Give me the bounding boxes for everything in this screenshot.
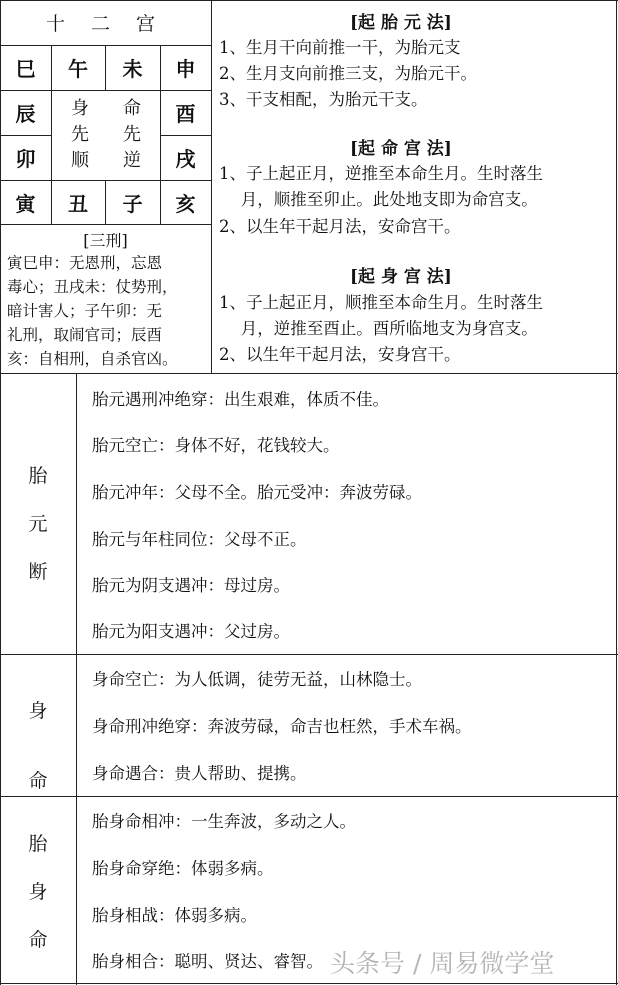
divider-section-2-3 xyxy=(0,796,618,797)
label-char: 胎 xyxy=(28,833,48,855)
center-char: 顺 xyxy=(71,150,89,171)
list-item: 胎身相战：体弱多病。 xyxy=(92,906,257,925)
palace-chen: 辰 xyxy=(15,102,36,126)
palace-mao: 卯 xyxy=(15,147,36,171)
center-life-column xyxy=(117,96,147,174)
sanxing-line: 暗计害人；子午卯：无 xyxy=(7,302,163,320)
list-item: 身命刑冲绝穿：奔波劳碌，命吉也枉然，手术车祸。 xyxy=(92,717,472,736)
center-char: 命 xyxy=(123,98,141,119)
palace-si: 巳 xyxy=(15,57,36,81)
divider-section-1-2 xyxy=(0,654,618,655)
label-char: 断 xyxy=(28,561,48,583)
section-label-shenming xyxy=(0,676,76,816)
sanxing-line: 毒心；丑戌未：仗势刑， xyxy=(7,278,178,296)
list-item: 胎元为阳支遇冲：父过房。 xyxy=(92,622,290,641)
list-item: 胎身命相冲：一生奔波，多动之人。 xyxy=(92,812,356,831)
list-item: 胎元空亡：身体不好，花钱较大。 xyxy=(92,436,340,455)
palace-wei: 未 xyxy=(122,57,143,81)
label-char: 命 xyxy=(28,929,48,951)
section-label-taiyuan xyxy=(0,452,76,596)
palace-hai: 亥 xyxy=(175,191,196,216)
method-line: 2、以生年干起月法，安命宫干。 xyxy=(219,217,461,236)
grid-title: 十 二 宫 xyxy=(45,13,166,35)
list-item: 胎元与年柱同位：父母不正。 xyxy=(92,530,307,549)
label-char: 身 xyxy=(28,881,48,903)
center-body-column xyxy=(65,96,95,174)
watermark-text: 头条号 / 周易微学堂 xyxy=(330,949,555,978)
method-title-shengong: [起 身 宫 法] xyxy=(350,267,452,287)
border-right xyxy=(616,0,617,985)
list-item: 胎身相合：聪明、贤达、睿智。 xyxy=(92,952,323,971)
label-char: 胎 xyxy=(28,465,48,487)
sanxing-line: 寅巳申：无恩刑，忘恩 xyxy=(7,254,163,272)
section-label-taishenming xyxy=(0,820,76,964)
palace-shen: 申 xyxy=(175,57,196,81)
method-line: 月，顺推至卯止。此处地支即为命宫支。 xyxy=(219,190,538,209)
list-item: 身命空亡：为人低调，徒劳无益，山林隐士。 xyxy=(92,670,422,689)
palace-wu: 午 xyxy=(68,57,88,81)
method-line: 1、生月干向前推一干，为胎元支 xyxy=(219,38,461,57)
list-item: 胎元遇刑冲绝穿：出生艰难，体质不佳。 xyxy=(92,390,389,409)
watermark xyxy=(330,944,554,980)
palace-zi: 子 xyxy=(122,191,143,216)
method-line: 2、以生年干起月法，安身宫干。 xyxy=(219,345,461,364)
center-char: 先 xyxy=(123,124,141,145)
list-item: 胎元为阴支遇冲：母过房。 xyxy=(92,576,290,595)
palace-you: 酉 xyxy=(175,102,196,126)
border-bottom xyxy=(0,983,618,984)
divider-top-sections xyxy=(0,373,618,374)
list-item: 胎元冲年：父母不全。胎元受冲：奔波劳碌。 xyxy=(92,483,422,502)
divider-grid-methods xyxy=(211,0,212,373)
method-line: 月，逆推至酉止。酉所临地支为身宫支。 xyxy=(219,319,538,338)
label-char: 身 xyxy=(28,700,48,722)
center-char: 逆 xyxy=(123,150,141,171)
method-line: 2、生月支向前推三支，为胎元干。 xyxy=(219,64,477,83)
label-char: 命 xyxy=(28,770,48,792)
method-title-minggong: [起 命 宫 法] xyxy=(350,139,452,159)
grid-hline-5 xyxy=(0,224,211,225)
method-line: 3、干支相配，为胎元干支。 xyxy=(219,90,428,109)
method-title-taiyuan: [起 胎 元 法] xyxy=(350,13,452,33)
label-char: 元 xyxy=(28,513,48,535)
palace-xu: 戌 xyxy=(175,147,196,171)
method-line: 1、子上起正月，顺推至本命生月。生时落生 xyxy=(219,293,543,312)
center-char: 先 xyxy=(71,124,89,145)
sanxing-line: 亥：自相刑，自杀官凶。 xyxy=(7,350,178,368)
sanxing-title: [三刑] xyxy=(83,231,128,250)
palace-yin: 寅 xyxy=(15,191,36,216)
palace-chou: 丑 xyxy=(68,191,88,216)
list-item: 身命遇合：贵人帮助、提携。 xyxy=(92,764,307,783)
list-item: 胎身命穿绝：体弱多病。 xyxy=(92,859,274,878)
center-char: 身 xyxy=(71,98,89,119)
method-line: 1、子上起正月，逆推至本命生月。生时落生 xyxy=(219,164,543,183)
sanxing-line: 礼刑，取闹官司；辰酉 xyxy=(7,326,163,344)
label-column-divider xyxy=(76,373,77,985)
